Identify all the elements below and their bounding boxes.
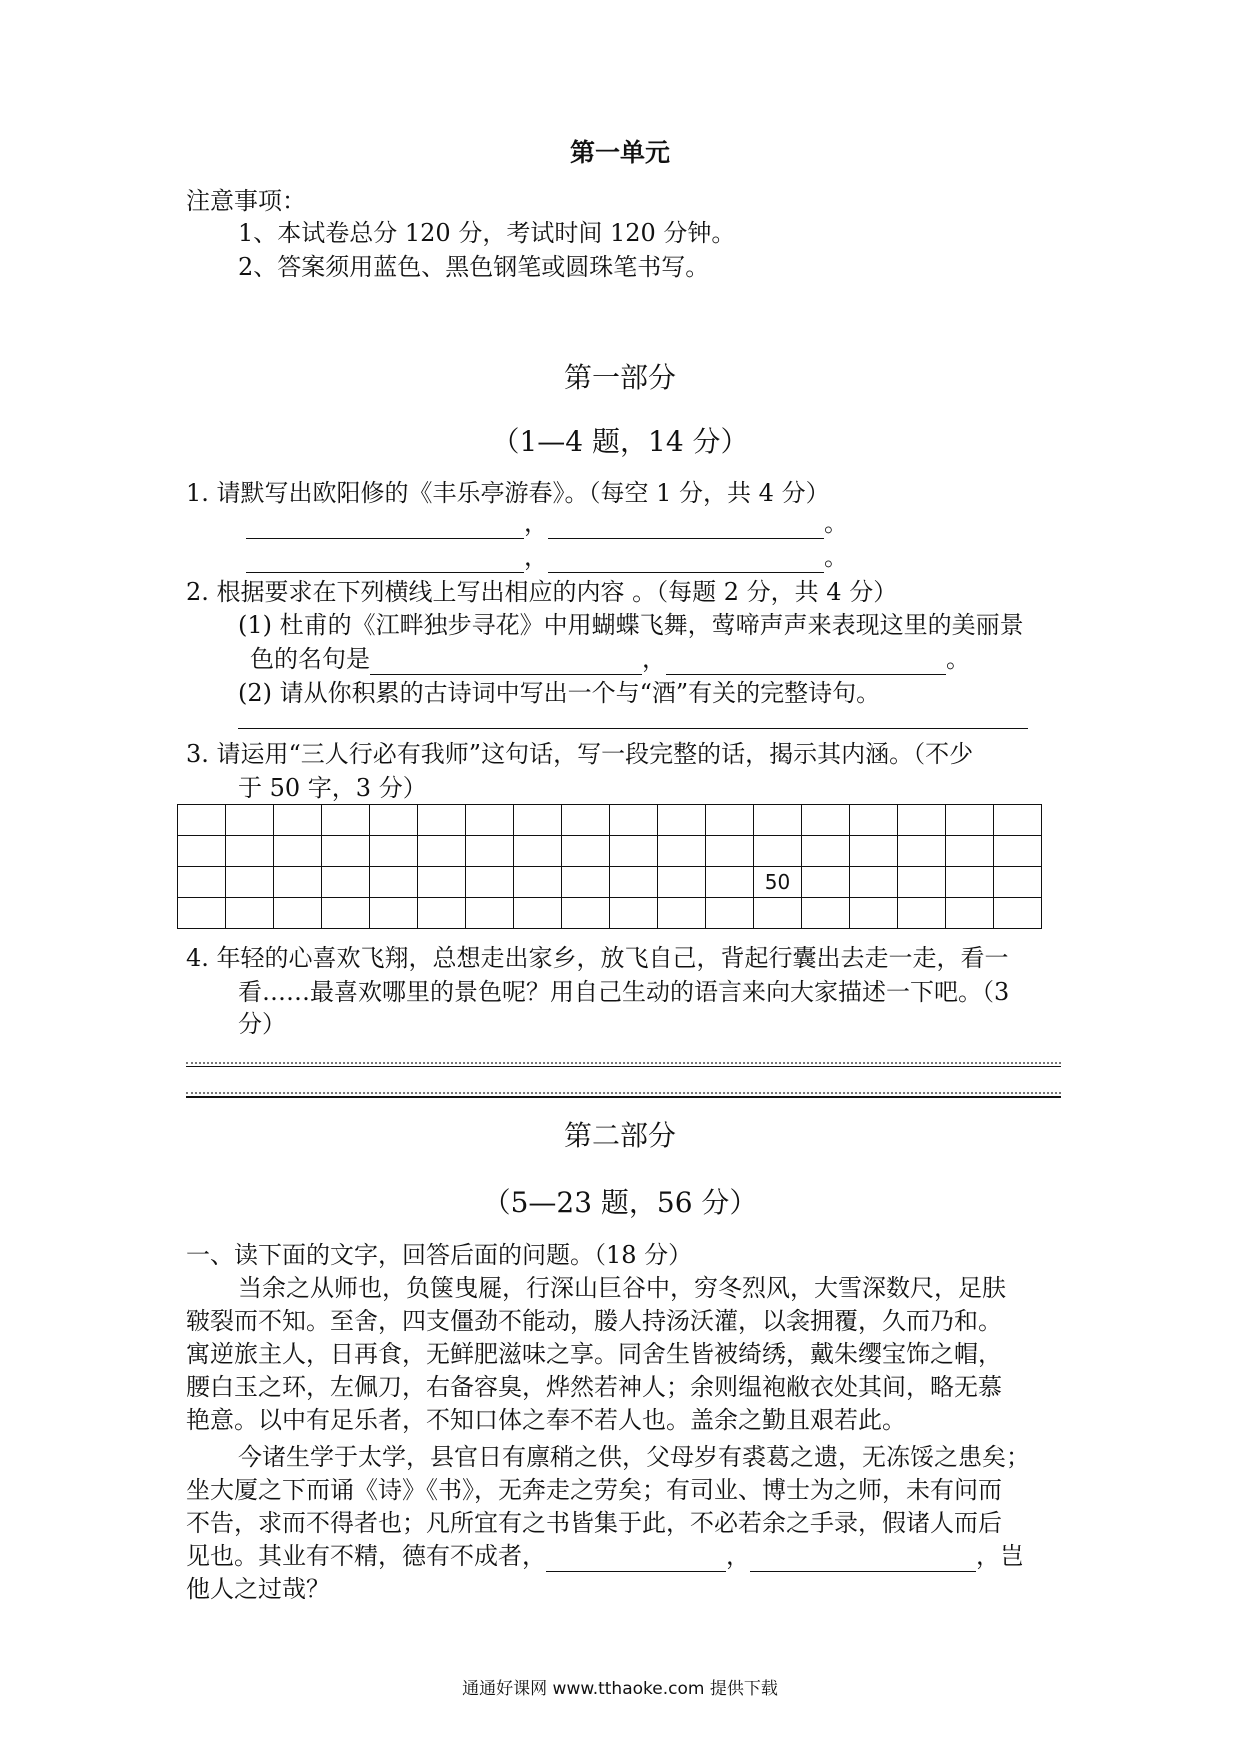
q4-answer-underline-2 — [186, 1096, 1061, 1098]
q2-period: 。 — [946, 645, 970, 673]
notes-label: 注意事项： — [186, 187, 306, 215]
passage-line-6: 今诸生学于太学，县官日有廪稍之供，父母岁有裘葛之遗，无冻馁之患矣； — [238, 1443, 1030, 1471]
q2-sub1-prefix: 色的名句是 — [250, 645, 370, 673]
q1-period-1: 。 — [824, 509, 848, 537]
part2-subtitle: （5—23 题，56 分） — [482, 1186, 758, 1219]
passage-blank-2[interactable] — [750, 1545, 976, 1572]
passage-line-4: 腰白玉之环，左佩刀，右备容臭，烨然若神人；余则缊袍敝衣处其间，略无慕 — [186, 1373, 1002, 1401]
q1-period-2: 。 — [824, 543, 848, 571]
passage-line-9-text: 见也。其业有不精，德有不成者， — [186, 1542, 546, 1570]
part2-section1: 一、读下面的文字，回答后面的问题。（18 分） — [186, 1241, 693, 1269]
q4-answer-line-1[interactable] — [186, 1062, 1061, 1064]
passage-line-7: 坐大厦之下而诵《诗》《书》，无奔走之劳矣；有司业、博士为之师，未有问而 — [186, 1476, 1002, 1504]
q4-line2: 看……最喜欢哪里的景色呢？用自己生动的语言来向大家描述一下吧。（3 — [238, 978, 1010, 1006]
q4-line3: 分） — [238, 1010, 286, 1038]
grid-marker-50: 50 — [754, 867, 802, 898]
grid-row — [178, 805, 1042, 836]
q1-blank-2[interactable] — [548, 512, 824, 539]
q1-answer-line-1 — [246, 508, 848, 539]
q1-blank-3[interactable] — [246, 546, 524, 573]
q2-sub1-line1: (1) 杜甫的《江畔独步寻花》中用蝴蝶飞舞，莺啼声声来表现这里的美丽景 — [238, 611, 1024, 639]
note-2: 2、答案须用蓝色、黑色钢笔或圆珠笔书写。 — [238, 253, 710, 281]
part1-subtitle: （1—4 题，14 分） — [491, 425, 749, 458]
q1-text: 1. 请默写出欧阳修的《丰乐亭游春》。（每空 1 分，共 4 分） — [186, 479, 830, 507]
q1-comma-1: ， — [524, 509, 548, 537]
passage-line-2: 皲裂而不知。至舍，四支僵劲不能动，媵人持汤沃灌，以衾拥覆，久而乃和。 — [186, 1307, 1002, 1335]
q2-comma: ， — [642, 645, 666, 673]
q2-text: 2. 根据要求在下列横线上写出相应的内容 。（每题 2 分，共 4 分） — [186, 578, 898, 606]
q4-line1: 4. 年轻的心喜欢飞翔，总想走出家乡，放飞自己，背起行囊出去走一走，看一 — [186, 944, 1009, 972]
passage-line-5: 艳意。以中有足乐者，不知口体之奉不若人也。盖余之勤且艰若此。 — [186, 1406, 906, 1434]
part2-title: 第二部分 — [563, 1119, 676, 1152]
passage-blank-comma: ， — [726, 1542, 750, 1570]
part1-title: 第一部分 — [563, 361, 676, 394]
footer-download-note: 通通好课网 www.tthaoke.com 提供下载 — [462, 1679, 778, 1699]
passage-blank-1[interactable] — [546, 1545, 726, 1572]
passage-line-9 — [186, 1541, 1024, 1572]
passage-line-1: 当余之从师也，负箧曳屣，行深山巨谷中，穷冬烈风，大雪深数尺，足肤 — [238, 1274, 1006, 1302]
grid-row — [178, 867, 1042, 898]
unit-title: 第一单元 — [569, 138, 670, 167]
grid-row — [178, 898, 1042, 929]
q4-answer-underline-1 — [186, 1066, 1061, 1067]
q2-sub1-line2 — [250, 644, 970, 675]
q1-blank-1[interactable] — [246, 512, 524, 539]
q1-answer-line-2 — [246, 542, 848, 573]
q3-line2: 于 50 字，3 分） — [238, 774, 427, 802]
q1-blank-4[interactable] — [548, 546, 824, 573]
q3-line1: 3. 请运用“三人行必有我师”这句话，写一段完整的话，揭示其内涵。（不少 — [186, 740, 974, 768]
q1-comma-2: ， — [524, 543, 548, 571]
q2-blank-1[interactable] — [370, 648, 642, 675]
writing-grid[interactable] — [177, 804, 1042, 929]
q2-sub2: (2) 请从你积累的古诗词中写出一个与“酒”有关的完整诗句。 — [238, 679, 881, 707]
note-1: 1、本试卷总分 120 分，考试时间 120 分钟。 — [238, 219, 736, 247]
q2-blank-2[interactable] — [666, 648, 946, 675]
passage-blank-tail: ，岂 — [976, 1542, 1024, 1570]
q2-answer-line[interactable] — [238, 728, 1028, 729]
q4-answer-line-2[interactable] — [186, 1092, 1061, 1094]
passage-line-8: 不告，求而不得者也；凡所宜有之书皆集于此，不必若余之手录，假诸人而后 — [186, 1509, 1002, 1537]
passage-line-10: 他人之过哉？ — [186, 1575, 330, 1603]
passage-line-3: 寓逆旅主人，日再食，无鲜肥滋味之享。同舍生皆被绮绣，戴朱缨宝饰之帽， — [186, 1340, 1002, 1368]
grid-row — [178, 836, 1042, 867]
